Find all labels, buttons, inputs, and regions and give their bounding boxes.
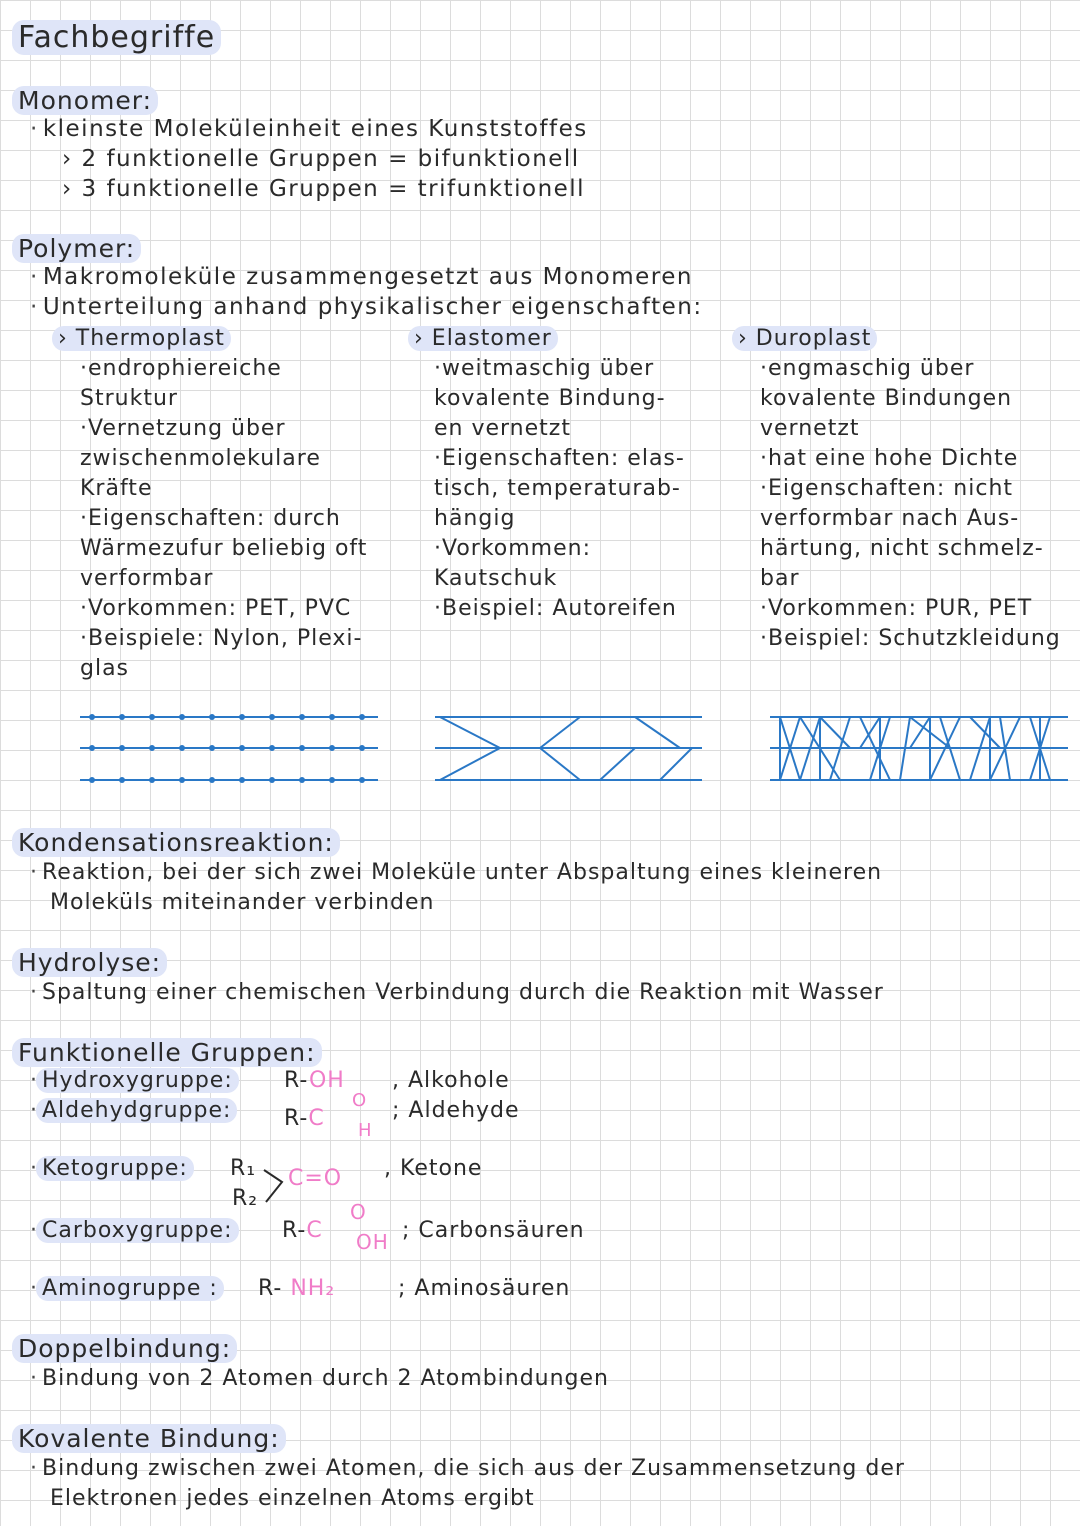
hydroxy-result: , Alkohole: [392, 1068, 510, 1093]
hydrolyse-heading: Hydrolyse:: [18, 948, 167, 977]
duroplast-line: verformbar nach Aus-: [760, 506, 1020, 531]
elastomer-line: ·Eigenschaften: elas-: [434, 446, 685, 471]
elastomer-line: en vernetzt: [434, 416, 571, 441]
elastomer-structure-diagram: [430, 705, 710, 795]
elastomer-line: Kautschuk: [434, 566, 558, 591]
monomer-dot: [209, 714, 215, 720]
kovalent-line-2: Elektronen jedes einzelnen Atoms ergibt: [50, 1486, 535, 1511]
aldehyd-result: ; Aldehyde: [392, 1098, 520, 1123]
monomer-dot: [359, 777, 365, 783]
thermoplast-line: ·Beispiele: Nylon, Plexi-: [80, 626, 363, 651]
keto-formula: C=O: [288, 1166, 343, 1191]
monomer-dot: [239, 777, 245, 783]
hydroxy-name: · Hydroxygruppe:: [30, 1068, 239, 1093]
carboxy-formula: R-C O OH: [282, 1200, 389, 1254]
carboxy-oxygen: O: [350, 1200, 367, 1224]
elastomer-column: [414, 324, 685, 624]
elastomer-line: hängig: [434, 506, 516, 531]
monomer-dot: [149, 777, 155, 783]
monomer-dot: [269, 745, 275, 751]
aldehyd-hydrogen: H: [358, 1120, 373, 1141]
duroplast-structure-diagram: [760, 705, 1072, 795]
monomer-dot: [239, 745, 245, 751]
thermoplast-column: [58, 324, 367, 684]
monomer-heading: Monomer:: [18, 86, 158, 115]
duroplast-line: ·hat eine hohe Dichte: [760, 446, 1019, 471]
keto-result: , Ketone: [384, 1156, 483, 1181]
duroplast-line: ·Beispiel: Schutzkleidung: [760, 626, 1061, 651]
funktionelle-heading: Funktionelle Gruppen:: [18, 1038, 322, 1067]
kondensation-heading: Kondensationsreaktion:: [18, 828, 340, 857]
aldehyd-formula: R-C O H: [284, 1090, 373, 1141]
monomer-dot: [89, 745, 95, 751]
monomer-dot: [359, 714, 365, 720]
monomer-dot: [179, 745, 185, 751]
doppelbindung-heading: Doppelbindung:: [18, 1334, 237, 1363]
keto-bond-lines: [262, 1166, 288, 1210]
thermoplast-line: verformbar: [80, 566, 214, 591]
thermoplast-line: Wärmezufur beliebig oft: [80, 536, 368, 561]
duroplast-line: ·Vorkommen: PUR, PET: [760, 596, 1033, 621]
monomer-dot: [149, 745, 155, 751]
polymer-heading: Polymer:: [18, 234, 141, 263]
duroplast-line: vernetzt: [760, 416, 860, 441]
monomer-dot: [179, 777, 185, 783]
thermoplast-line: glas: [80, 656, 130, 681]
monomer-dot: [119, 777, 125, 783]
monomer-dot: [299, 745, 305, 751]
thermoplast-line: ·Vorkommen: PET, PVC: [80, 596, 352, 621]
kovalent-line-1: · Bindung zwischen zwei Atomen, die sich aus der Zusammensetzung der: [30, 1456, 905, 1481]
amino-name: · Aminogruppe :: [30, 1276, 224, 1301]
aldehyd-oxygen: O: [352, 1090, 368, 1111]
monomer-dot: [119, 714, 125, 720]
kondensation-line-1: · Reaktion, bei der sich zwei Moleküle unter Abspaltung eines kleineren: [30, 860, 882, 885]
monomer-dot: [299, 714, 305, 720]
hydrolyse-line-1: · Spaltung einer chemischen Verbindung durch die Reaktion mit Wasser: [30, 980, 884, 1005]
monomer-dot: [269, 777, 275, 783]
monomer-dot: [149, 714, 155, 720]
hydroxy-formula: R-OH: [284, 1068, 345, 1093]
thermoplast-line: Kräfte: [80, 476, 153, 501]
thermoplast-line: zwischenmolekulare: [80, 446, 321, 471]
monomer-dot: [89, 777, 95, 783]
monomer-dot: [89, 714, 95, 720]
thermoplast-line: ·Eigenschaften: durch: [80, 506, 341, 531]
kovalent-heading: Kovalente Bindung:: [18, 1424, 286, 1453]
thermoplast-line: Struktur: [80, 386, 178, 411]
elastomer-heading: › Elastomer: [414, 324, 685, 354]
elastomer-line: ·Vorkommen:: [434, 536, 592, 561]
thermoplast-structure-diagram: [70, 705, 390, 795]
monomer-dot: [329, 745, 335, 751]
monomer-dot: [299, 777, 305, 783]
amino-formula: R- NH₂: [258, 1276, 336, 1301]
elastomer-line: ·weitmaschig über: [434, 356, 655, 381]
duroplast-column: [738, 324, 1061, 654]
duroplast-line: ·engmaschig über: [760, 356, 975, 381]
aldehyd-name: · Aldehydgruppe:: [30, 1098, 237, 1123]
keto-r1: R₁: [230, 1156, 257, 1181]
duroplast-line: härtung, nicht schmelz-: [760, 536, 1044, 561]
monomer-dot: [119, 745, 125, 751]
kondensation-line-2: Moleküls miteinander verbinden: [50, 890, 435, 915]
duroplast-line: bar: [760, 566, 800, 591]
elastomer-line: tisch, temperaturab-: [434, 476, 681, 501]
monomer-dot: [239, 714, 245, 720]
duroplast-heading: › Duroplast: [738, 324, 1061, 354]
keto-r2: R₂: [232, 1186, 259, 1211]
polymer-definition: · Makromoleküle zusammengesetzt aus Monomeren: [30, 264, 693, 290]
elastomer-line: kovalente Bindung-: [434, 386, 666, 411]
doppelbindung-line-1: · Bindung von 2 Atomen durch 2 Atombindungen: [30, 1366, 609, 1391]
duroplast-line: ·Eigenschaften: nicht: [760, 476, 1014, 501]
carboxy-hydroxyl: OH: [356, 1230, 389, 1254]
carboxy-name: · Carboxygruppe:: [30, 1218, 239, 1243]
monomer-dot: [209, 745, 215, 751]
monomer-dot: [329, 777, 335, 783]
page-title: Fachbegriffe: [18, 20, 221, 55]
carboxy-result: ; Carbonsäuren: [402, 1218, 585, 1243]
monomer-dot: [269, 714, 275, 720]
thermoplast-line: ·Vernetzung über: [80, 416, 286, 441]
elastomer-line: ·Beispiel: Autoreifen: [434, 596, 677, 621]
monomer-dot: [179, 714, 185, 720]
monomer-bifunctional: › 2 funktionelle Gruppen = bifunktionell: [62, 146, 580, 172]
keto-name: · Ketogruppe:: [30, 1156, 194, 1181]
monomer-trifunctional: › 3 funktionelle Gruppen = trifunktionell: [62, 176, 586, 202]
amino-result: ; Aminosäuren: [398, 1276, 571, 1301]
polymer-classification: · Unterteilung anhand physikalischer eigenschaften:: [30, 294, 703, 320]
crosslink-line: [910, 717, 930, 748]
monomer-dot: [209, 777, 215, 783]
monomer-definition: · kleinste Moleküleinheit eines Kunststoffes: [30, 116, 588, 142]
monomer-dot: [329, 714, 335, 720]
thermoplast-heading: › Thermoplast: [58, 324, 367, 354]
thermoplast-line: ·endrophiereiche: [80, 356, 282, 381]
duroplast-line: kovalente Bindungen: [760, 386, 1013, 411]
monomer-dot: [359, 745, 365, 751]
